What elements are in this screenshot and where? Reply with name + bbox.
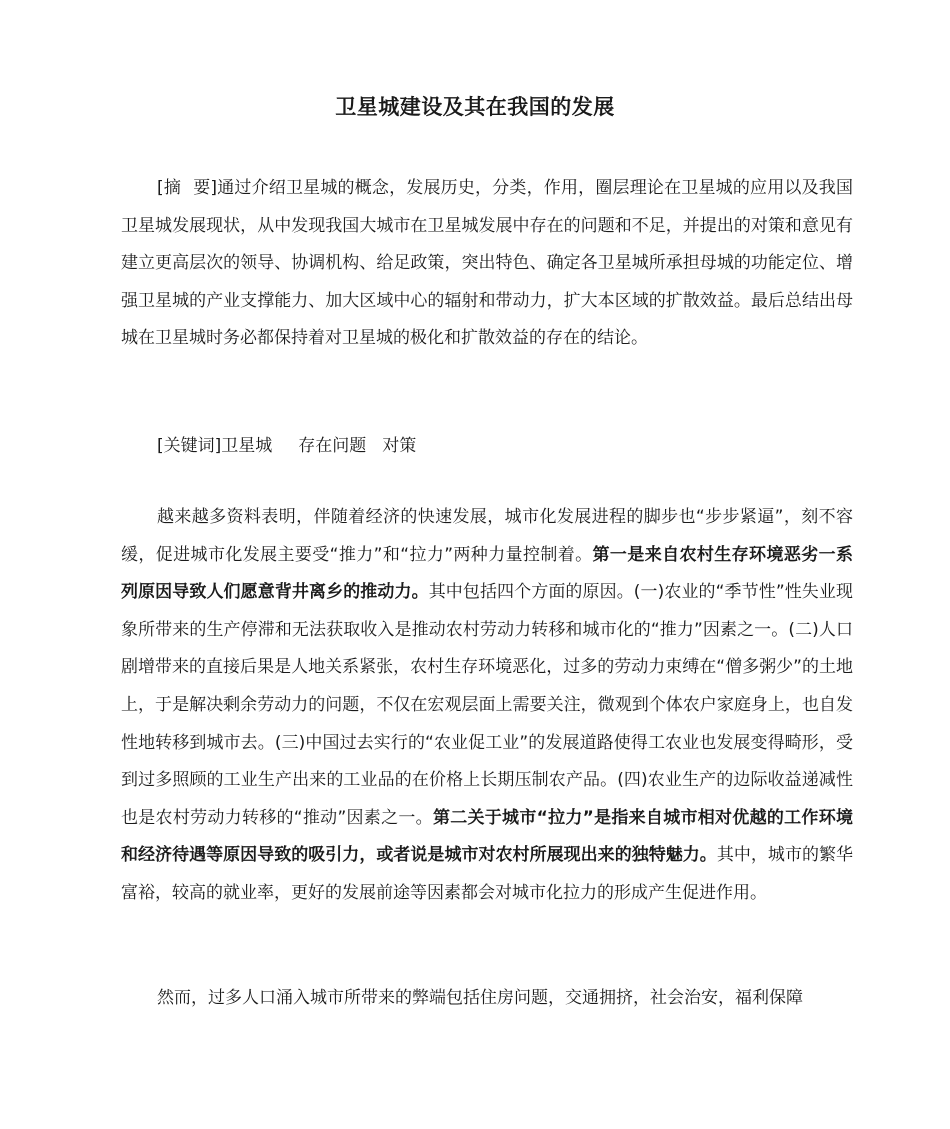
keyword-item: 存在问题 [298,436,367,456]
abstract-paragraph [121,170,853,358]
body-paragraph-drawbacks [121,980,853,1018]
abstract-label-left: [摘 [157,178,182,198]
body-text: 其中，城市的繁华富裕，较高的就业率，更好的发展前途等因素都会对城市化拉力的形成产生促进作用。 [121,845,854,903]
abstract-label-right: 要] [193,178,218,198]
keywords-paragraph [121,428,853,466]
keywords-label: [关键词] [157,436,222,456]
body-bold-push-force: 第一是来自农村生存环境恶劣一系列原因导致人们愿意背井离乡的推动力。 [121,544,854,603]
body-paragraph-urbanization-forces [121,499,853,913]
abstract-text: 通过介绍卫星城的概念，发展历史，分类，作用，圈层理论在卫星城的应用以及我国卫星城发展现状，从中发现我国大城市在卫星城发展中存在的问题和不足，并提出的对策和意见有建立更高层次的领导、协调机构、给足政策，突出特色、确定各卫星城所承担母城的功能定位、增强卫星城的产业支撑能力、加大区域中心的辐射和带动力，扩大本区域的扩散效益。最后总结出母城在卫星城时务必都保持着对卫星城的极化和扩散效益的存在的结论。 [121,178,853,349]
document-title: 卫星城建设及其在我国的发展 [335,95,615,119]
keyword-item: 对策 [382,436,417,456]
body-text: 然而，过多人口涌入城市所带来的弊端包括住房问题，交通拥挤，社会治安，福利保障 [157,988,803,1008]
body-text: 越来越多资料表明，伴随着经济的快速发展，城市化发展进程的脚步也“步步紧逼”，刻不容缓，促进城市化发展主要受“推力”和“拉力”两种力量控制着。 [121,507,853,565]
body-bold-pull-force: 第二关于城市“拉力”是指来自城市相对优越的工作环境和经济待遇等原因导致的吸引力，或者说是城市对农村所展现出来的独特魅力。 [121,807,853,866]
keyword-item: 卫星城 [221,436,273,456]
body-text: 其中包括四个方面的原因。(一)农业的“季节性”性失业现象所带来的生产停滞和无法获取收入是推动农村劳动力转移和城市化的“推力”因素之一。(二)人口剧增带来的直接后果是人地关系紧张，农村生存环境恶化，过多的劳动力束缚在“僧多粥少”的土地上，于是解决剩余劳动力的问题，不仅在宏观层面上需要关注，微观到个体农户家庭身上，也自发性地转移到城市去。(三)中国过去实行的“农业促工业”的发展道路使得工农业也发展变得畸形，受到过多照顾的工业生产出来的工业品的在价格上长期压制农产品。(四)农业生产的边际收益递减性也是农村劳动力转移的“推动”因素之一。 [121,582,853,828]
